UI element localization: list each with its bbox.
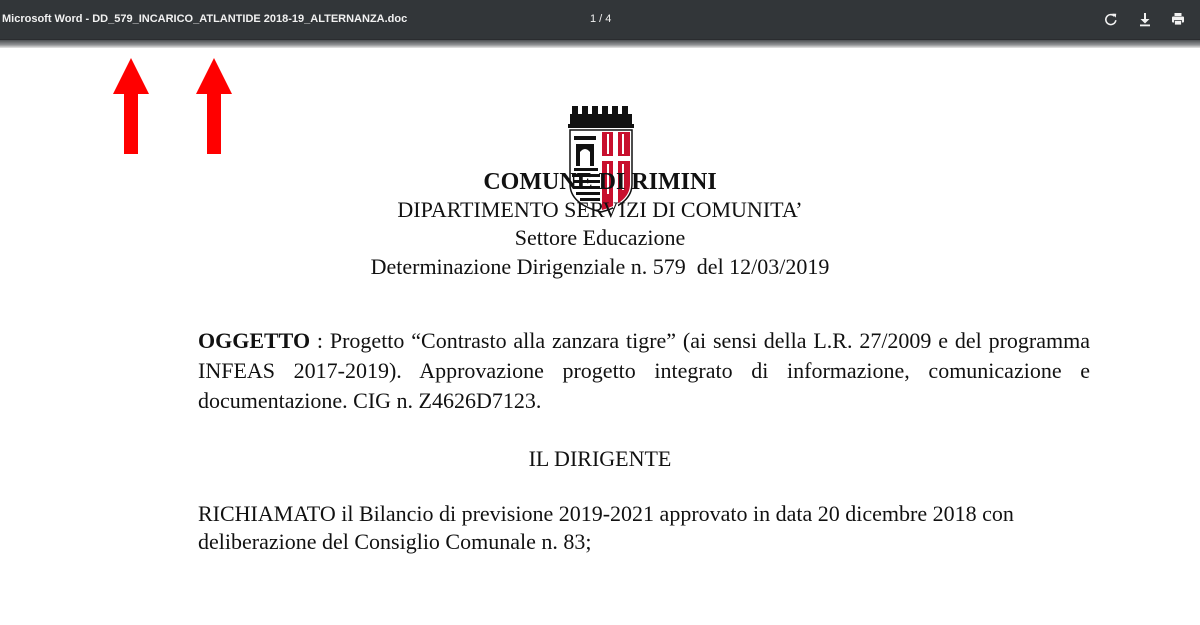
rotate-button[interactable]	[1101, 9, 1121, 29]
document-header	[300, 168, 900, 282]
director-heading: IL DIRIGENTE	[528, 446, 672, 471]
determination-line: Determinazione Dirigenziale n. 579 del 12/03/2019	[370, 254, 830, 279]
subject-label: OGGETTO	[198, 328, 311, 353]
organization-name: COMUNE DI RIMINI	[483, 169, 717, 195]
pdf-viewer-toolbar	[0, 0, 1200, 40]
print-icon	[1168, 9, 1188, 29]
subject-paragraph	[198, 326, 1090, 416]
download-button[interactable]	[1135, 9, 1155, 29]
document-title: Microsoft Word - DD_579_INCARICO_ATLANTIDE 2018-19_ALTERNANZA.doc	[2, 13, 408, 25]
recalled-paragraph: RICHIAMATO il Bilancio di previsione 2019-2021 approvato in data 20 dicembre 2018 con deliberazione del Consiglio Comunale n. 83;	[198, 501, 1014, 554]
print-button[interactable]	[1168, 9, 1188, 29]
department-name: DIPARTIMENTO SERVIZI DI COMUNITA’	[397, 197, 803, 222]
download-icon	[1135, 9, 1155, 29]
toolbar-shadow	[0, 40, 1200, 48]
subject-text: : Progetto “Contrasto alla zanzara tigre” (ai sensi della L.R. 27/2009 e del programma INFEAS 2017-2019). Approvazione progetto integrato di informazione, comunicazione e documentazione. CIG n. Z4626D7123.	[198, 328, 1090, 413]
sector-name: Settore Educazione	[514, 225, 686, 250]
page-indicator: 1 / 4	[590, 13, 612, 25]
rotate-icon	[1101, 9, 1121, 29]
